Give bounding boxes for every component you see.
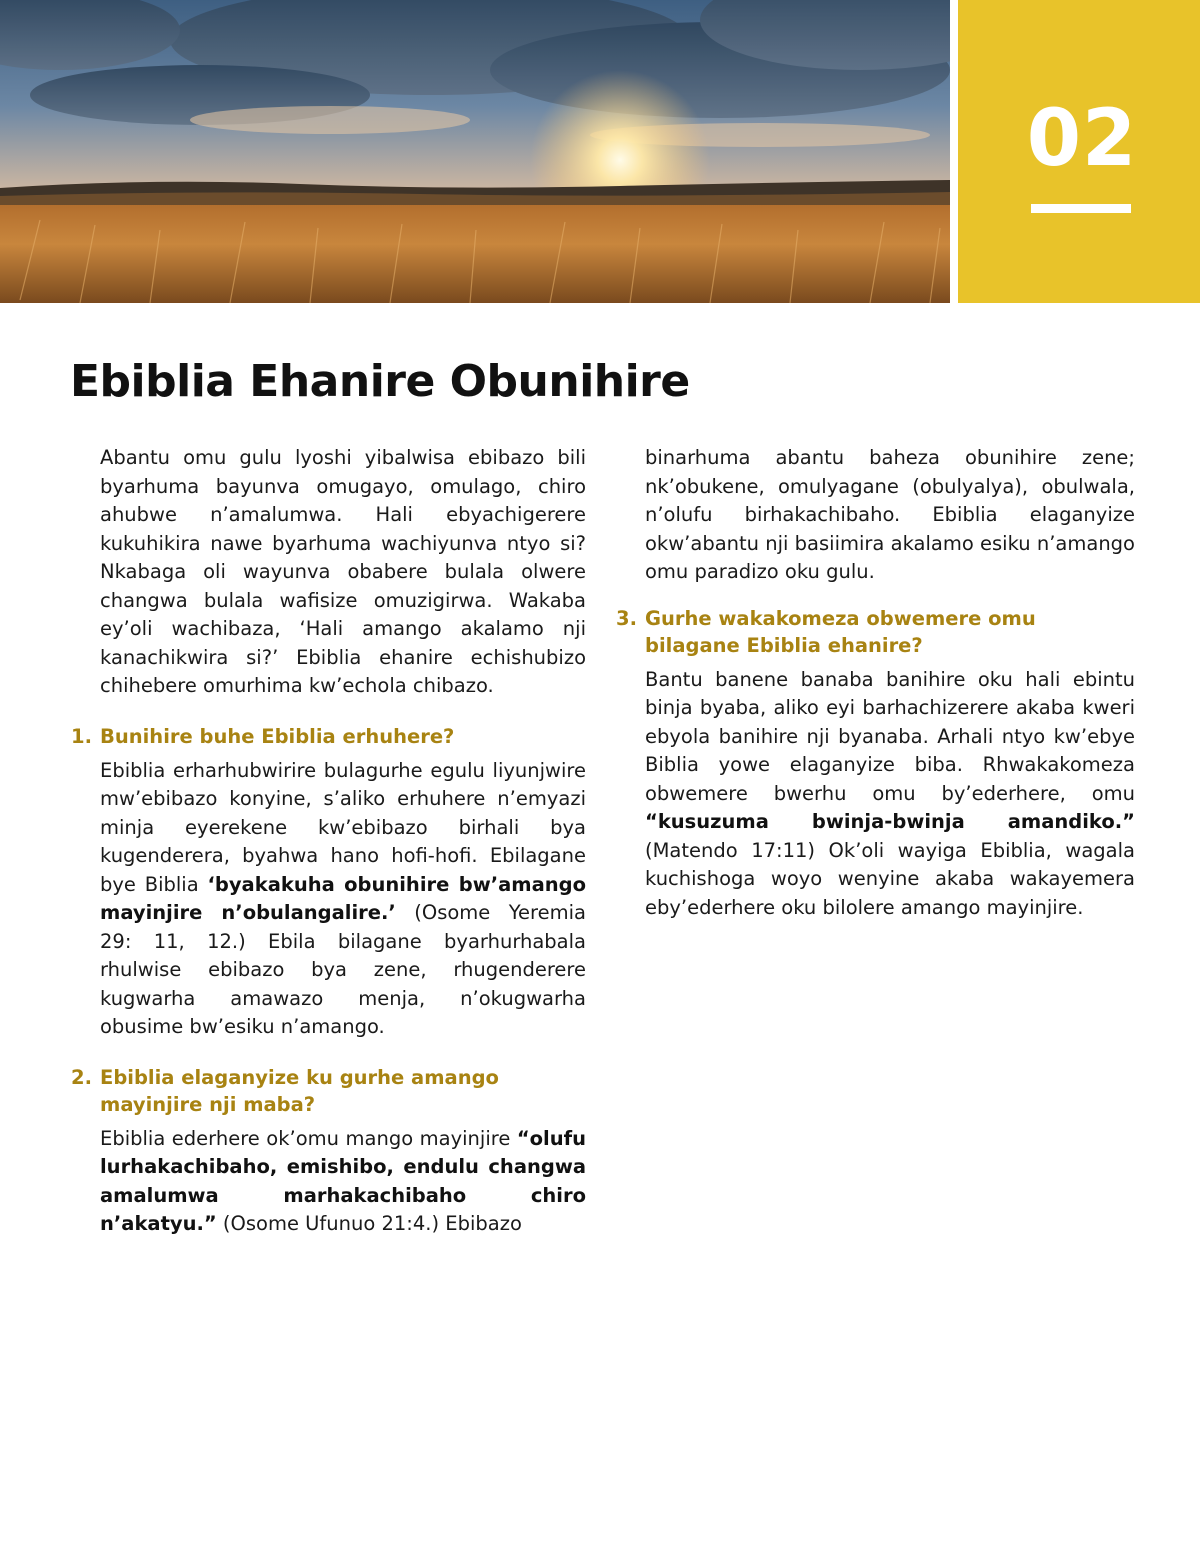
scripture-quote: ‘byakakuha obunihire bw’amango mayinjire n’obulangalire.’	[100, 872, 586, 924]
answer-paragraph-3	[645, 666, 1135, 923]
question-heading-2	[71, 1064, 586, 1118]
lesson-number-underline	[1031, 204, 1131, 213]
wheat-field-sunset-illustration	[0, 0, 950, 303]
hero-image	[0, 0, 950, 303]
question-text: Bunihire buhe Ebiblia erhuhere?	[100, 724, 455, 748]
scripture-quote: “olufu lurhakachibaho, emishibo, endulu changwa amalumwa marhakachibaho chiro n’akatyu.”	[100, 1126, 586, 1235]
question-text: Ebiblia elaganyize ku gurhe amango mayinjire nji maba?	[100, 1065, 499, 1116]
scripture-quote: “kusuzuma bwinja-bwinja amandiko.”	[645, 810, 1135, 833]
lesson-number: 02	[1026, 94, 1138, 184]
page-title: Ebiblia Ehanire Obunihire	[70, 356, 690, 407]
question-number: 3.	[616, 606, 637, 630]
lesson-number-panel	[958, 0, 1200, 303]
answer-paragraph-1	[100, 757, 586, 1042]
answer-text: Ebiblia erharhubwirire bulagurhe egulu liyunjwire mw’ebibazo konyine, s’aliko erhuhere n’emyazi minja eyerekene kw’ebibazo birhali bya kugenderera, byahwa hano hofi-hofi. Ebilagane bye Biblia	[100, 758, 586, 896]
answer-text: Bantu banene banaba banihire oku hali ebintu binja byaba, aliko eyi barhachizerere akaba kweri ebyola banihire nji byanaba. Arhali ntyo kw’ebye Biblia yowe elaganyize biba. Rhwakakomeza obwemere bwerhu omu by’ederhere, omu	[645, 667, 1135, 805]
question-number: 2.	[71, 1065, 92, 1089]
question-number: 1.	[71, 724, 92, 748]
answer-paragraph-2-continued: binarhuma abantu baheza obunihire zene; nk’obukene, omulyagane (obulyalya), obulwala, n’olufu birhakachibaho. Ebiblia elaganyize okw’abantu nji basiimira akalamo esiku n’amango omu paradizo oku gulu.	[645, 446, 1135, 583]
answer-text: (Osome Ufunuo 21:4.) Ebibazo	[216, 1212, 522, 1235]
right-column	[616, 444, 1135, 922]
answer-text: (Matendo 17:11) Ok’oli wayiga Ebiblia, wagala kuchishoga woyo wenyine akaba wakayemera eby’ederhere oku bilolere amango mayinjire.	[645, 838, 1135, 919]
answer-text: Ebiblia ederhere ok’omu mango mayinjire	[100, 1126, 517, 1150]
intro-paragraph: Abantu omu gulu lyoshi yibalwisa ebibazo bili byarhuma bayunva omugayo, omulago, chiro ahubwe n’amalumwa. Hali ebyachigerere kukuhikira nawe byarhuma wachiyunva ntyo si? Nkabaga oli wayunva obabere bulala olwere changwa bulala wafisize omuzigirwa. Wakaba ey’oli wachibaza, ‘Hali amango akalamo nji kanachikwira si?’ Ebiblia ehanire echishubizo chihebere omurhima kw’echola chibazo.	[100, 446, 586, 697]
answer-text: (Osome Yeremia 29: 11, 12.) Ebila bilagane byarhurhabala rhulwise ebibazo bya zene, rhugenderere kugwarha amawazo menja, n’okugwarha obusime bw’esiku n’amango.	[100, 901, 586, 1038]
question-text: Gurhe wakakomeza obwemere omu bilagane Ebiblia ehanire?	[645, 606, 1036, 657]
answer-paragraph-2	[100, 1125, 586, 1239]
question-heading-1	[71, 723, 586, 750]
question-heading-3	[616, 605, 1135, 659]
left-column	[71, 444, 586, 1239]
